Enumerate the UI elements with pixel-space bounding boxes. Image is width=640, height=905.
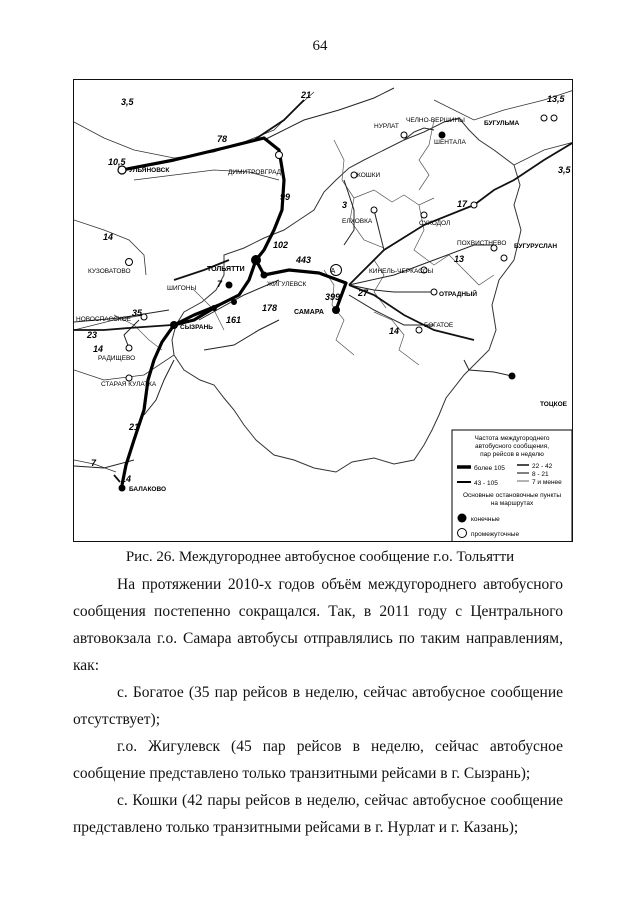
figure-caption: Рис. 26. Междугороднее автобусное сообщение г.о. Тольятти	[125, 549, 515, 565]
city-label: ЧЕЛНО-ВЕРШИНЫ	[406, 117, 465, 124]
city-label: НУРЛАТ	[374, 123, 399, 130]
city-label: СУХОДОЛ	[419, 220, 451, 227]
route-value: 23	[87, 330, 98, 340]
route-value: 3,5	[121, 97, 134, 107]
route-value: 14	[121, 474, 132, 484]
city-label: БУГУЛЬМА	[484, 120, 520, 127]
legend-freq-item: 43 - 105	[474, 480, 498, 487]
paragraph-koshki: с. Кошки (42 пары рейсов в неделю, сейчас автобусное сообщение представлено только транзитными рейсами в г. Нурлат и г. Казань);	[73, 792, 563, 836]
city-label: ОТРАДНЫЙ	[439, 291, 478, 298]
city-label: КУЗОВАТОВО	[88, 268, 131, 275]
city-label: СЫЗРАНЬ	[180, 324, 213, 331]
city-label: ТОЛЬЯТТИ	[207, 266, 245, 273]
legend-title-line: автобусного сообщения,	[474, 443, 550, 450]
page-number: 64	[312, 38, 328, 54]
node-totskoe	[509, 373, 516, 380]
city-label: КОШКИ	[357, 172, 381, 179]
paragraph-intro: На протяжении 2010-х годов объём междугороднего автобусного сообщения постепенно сокращался. Так, в 2011 году с Центрального автовокзала г.о. Самара автобусы отправлялись по таким направлениям, как:	[73, 576, 563, 674]
city-label: ШЕНТАЛА	[434, 139, 466, 146]
legend-stops-title: Основные остановочные пункты	[462, 492, 562, 499]
route-value: 3,5	[558, 165, 571, 175]
route-value: 399	[325, 292, 341, 302]
city-label: ДИМИТРОВГРАД	[228, 169, 282, 176]
city-label: УЛЬЯНОВСК	[129, 167, 170, 174]
paragraph-zhigulevsk: г.о. Жигулевск (45 пар рейсов в неделю, сейчас автобусное сообщение представлено только транзитными рейсами в г. Сызрань);	[73, 738, 563, 782]
node-zhigulevsk	[261, 272, 268, 279]
city-label: НОВОСПАССКОЕ	[76, 316, 131, 323]
city-label: КИНЕЛЬ-ЧЕРКАССЫ	[369, 268, 434, 275]
node-balakovo	[119, 485, 126, 492]
route-value: 17	[457, 199, 468, 209]
legend-stop-item: конечные	[471, 516, 500, 523]
route-value: 13,5	[547, 94, 565, 104]
legend-stop-item: промежуточные	[471, 531, 520, 538]
city-label: ШИГОНЫ	[167, 285, 197, 292]
route-value: 78	[217, 134, 228, 144]
paragraph-bogatoe: с. Богатое (35 пар рейсов в неделю, сейчас автобусное сообщение отсутствует);	[73, 684, 563, 728]
node-shentala	[439, 132, 446, 139]
legend-title-line: Частота междугороднего	[474, 435, 550, 442]
route-value: 14	[103, 232, 114, 242]
node-ulyanovsk	[118, 166, 126, 174]
legend-freq-item: 7 и менее	[532, 479, 562, 486]
city-label: ЕЛХОВКА	[342, 218, 373, 225]
route-value: 14	[93, 344, 104, 354]
city-label: ЖИГУЛЕВСК	[267, 281, 307, 288]
route-value: 3	[342, 200, 348, 210]
map-legend	[452, 430, 572, 542]
route-value: 7	[217, 279, 223, 289]
node-samara	[332, 306, 340, 314]
city-label: ПОХВИСТНЕВО	[457, 240, 507, 247]
node-syzran	[170, 321, 178, 329]
legend-freq-item: более 105	[474, 465, 505, 472]
route-value: 13	[454, 254, 465, 264]
node-togliatti	[251, 255, 261, 265]
bus-route-map	[73, 79, 573, 542]
legend-freq-item: 22 - 42	[532, 463, 553, 470]
route-value: 35	[132, 308, 143, 318]
route-value: 7	[91, 458, 97, 468]
route-value: 21	[301, 90, 312, 100]
route-value: 99	[280, 192, 291, 202]
svg-text:A: A	[330, 268, 336, 275]
city-label: САМАРА	[294, 309, 324, 316]
city-label: БОГАТОЕ	[424, 322, 454, 329]
route-value: 443	[296, 255, 312, 265]
route-value: 27	[358, 288, 369, 298]
city-label: ТОЦКОЕ	[540, 401, 567, 408]
city-label: РАДИЩЕВО	[98, 355, 136, 362]
route-value: 161	[226, 315, 242, 325]
route-value: 14	[389, 326, 400, 336]
node-shigony	[226, 282, 233, 289]
city-label: БАЛАКОВО	[129, 486, 167, 493]
city-label: БУГУРУСЛАН	[514, 243, 558, 250]
legend-freq-item: 8 - 21	[532, 471, 549, 478]
node-dimitrovgrad	[276, 152, 283, 159]
route-value: 21	[129, 422, 140, 432]
legend-stops-title: на маршрутах	[490, 500, 534, 507]
legend-title-line: пар рейсов в неделю	[480, 451, 544, 458]
route-value: 10,5	[108, 157, 126, 167]
route-value: 102	[273, 240, 289, 250]
city-label: СТАРАЯ КУЛАТКА	[101, 381, 157, 388]
route-value: 178	[262, 303, 278, 313]
